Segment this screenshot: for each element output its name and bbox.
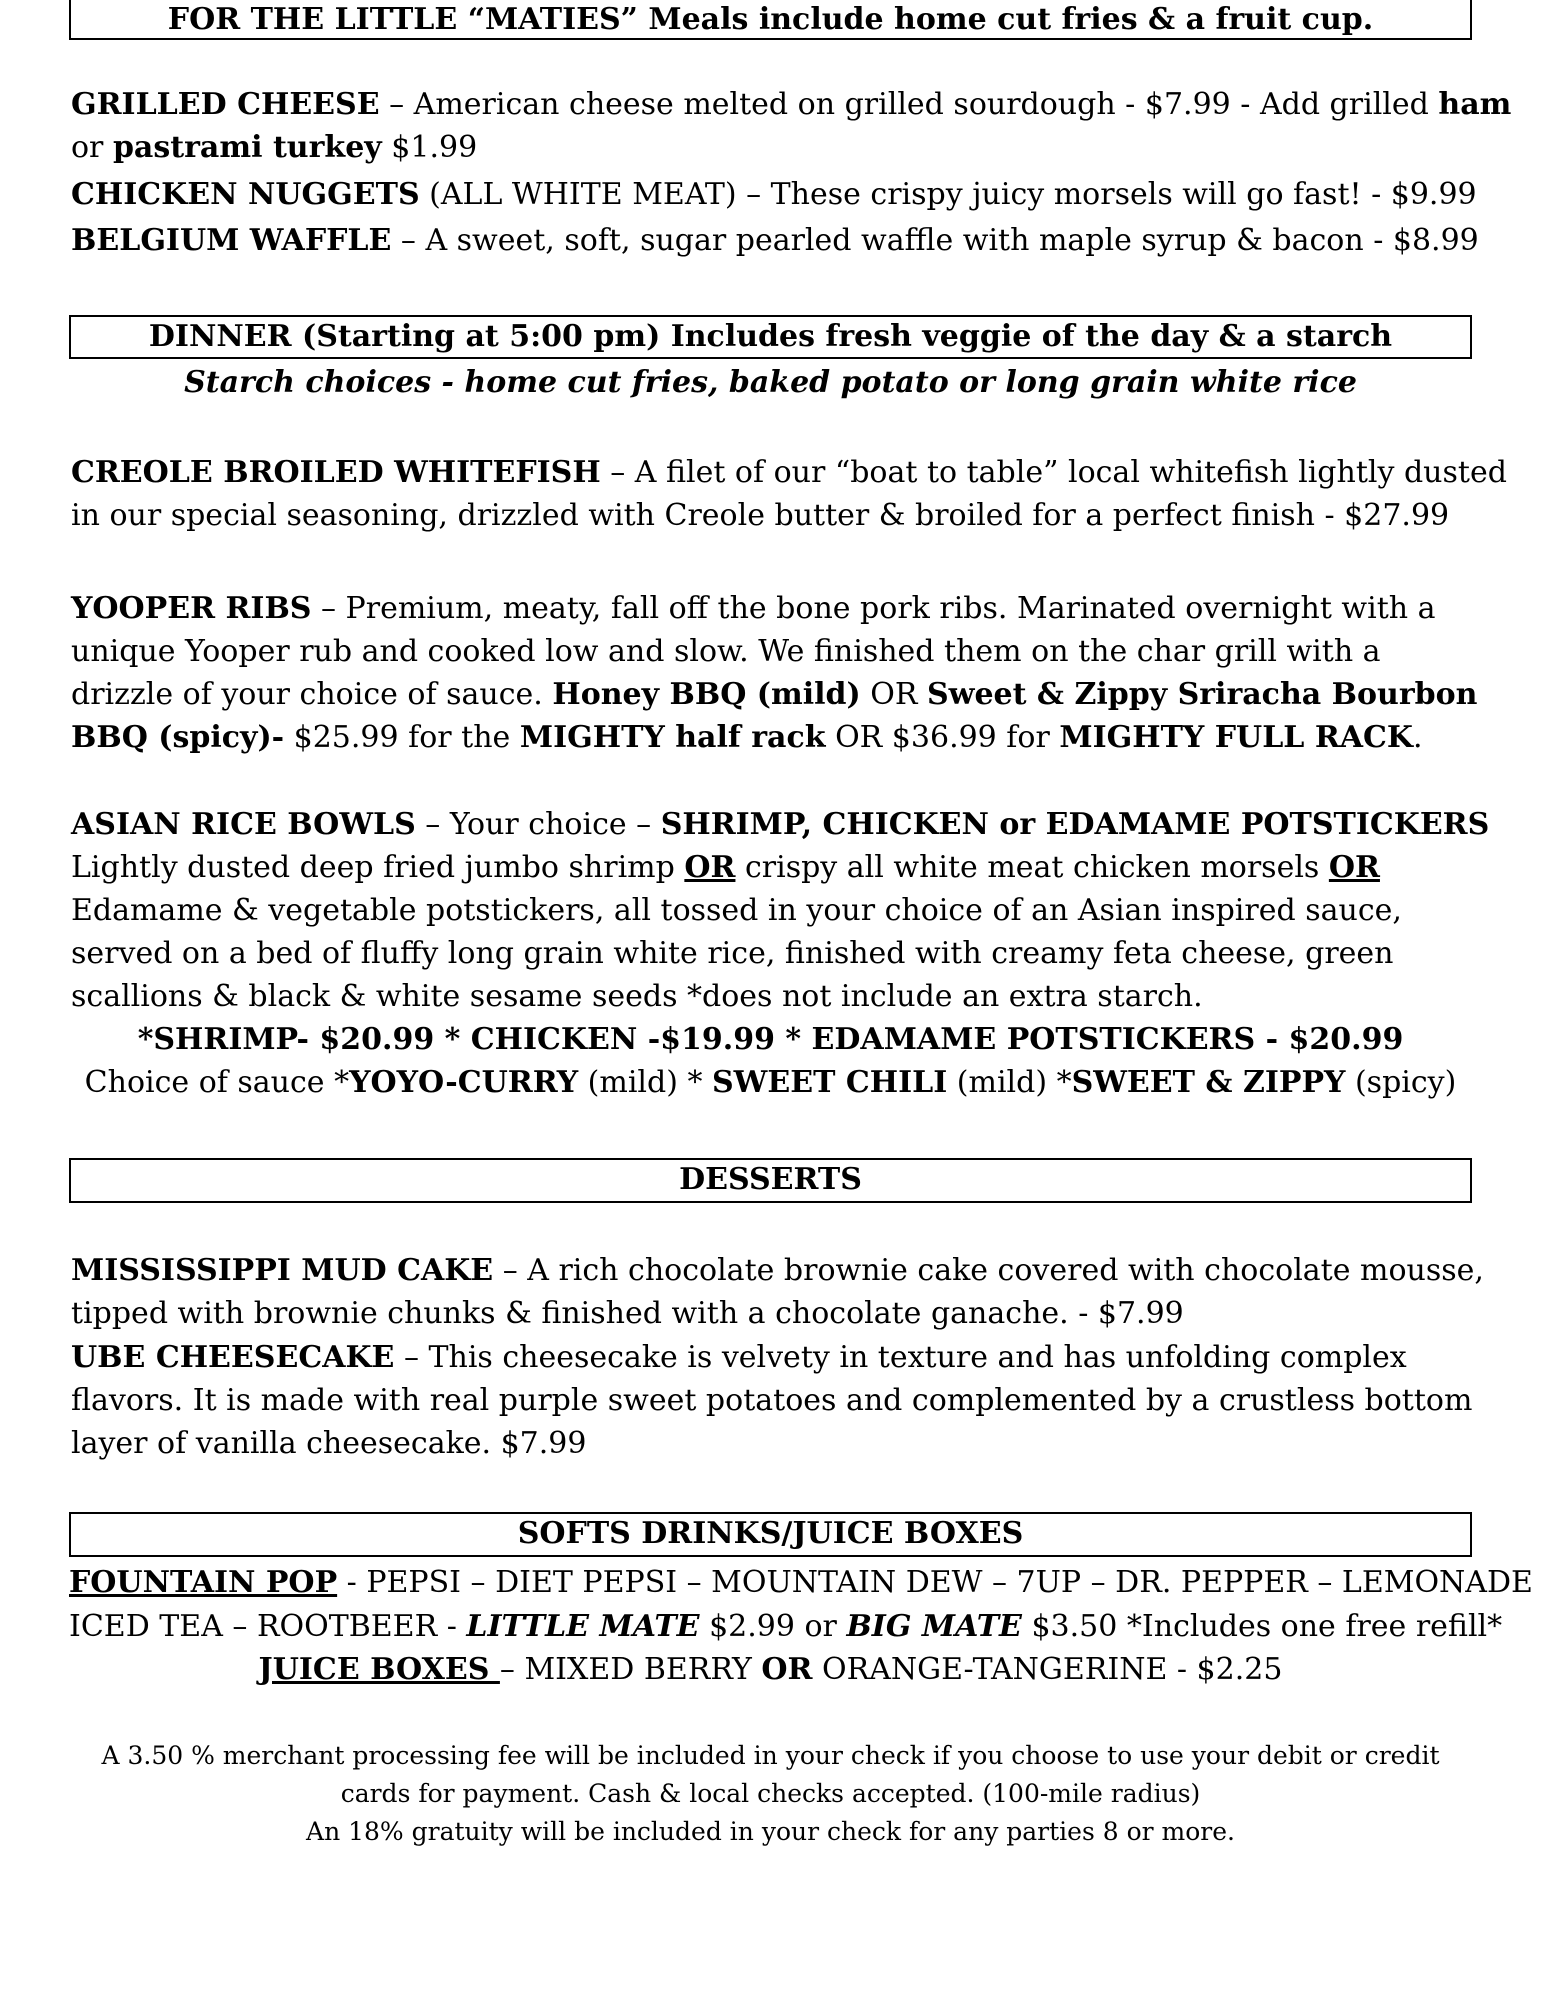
full-price: OR $36.99 for [825, 720, 1060, 755]
full-rack: MIGHTY FULL RACK [1059, 720, 1414, 755]
bowls-desc2b: crispy all white meat chicken morsels [735, 850, 1329, 885]
big-mate: BIG MATE [846, 1609, 1022, 1644]
nuggets-name: CHICKEN NUGGETS [71, 177, 420, 212]
grilled-cheese-line1 [71, 83, 1511, 126]
bowls-line2 [71, 846, 1380, 889]
footer-line1: A 3.50 % merchant processing fee will be included in your check if you choose to use your debit or credit [101, 1741, 1440, 1770]
drinks-line2 [69, 1605, 1503, 1648]
bbq-spicy: BBQ (spicy)- [71, 720, 285, 755]
sauce-spicy: (spicy) [1345, 1065, 1457, 1100]
bowls-sauces [69, 1061, 1472, 1104]
bowls-choice: – Your choice – [415, 807, 661, 842]
waffle-desc: – A sweet, soft, sugar pearled waffle with maple syrup & bacon - $8.99 [391, 223, 1479, 258]
ribs-desc1: – Premium, meaty, fall off the bone pork ribs. Marinated overnight with a [311, 591, 1436, 626]
mud-cake-line2: tipped with brownie chunks & finished with a chocolate ganache. - $7.99 [71, 1296, 1184, 1331]
little-mate: LITTLE MATE [466, 1609, 700, 1644]
mud-cake-name: MISSISSIPPI MUD CAKE [71, 1253, 494, 1288]
sauce-mild2: (mild) * [947, 1065, 1072, 1100]
ube-line2: flavors. It is made with real purple sweet potatoes and complemented by a crustless bottom [71, 1383, 1473, 1418]
drinks-header: SOFTS DRINKS/JUICE BOXES [69, 1512, 1472, 1557]
ribs-line4 [71, 716, 1423, 759]
honey-bbq: Honey BBQ (mild) [552, 677, 861, 712]
kids-header: FOR THE LITTLE “MATIES” Meals include home cut fries & a fruit cup. [69, 0, 1472, 40]
fountain-label: FOUNTAIN POP [69, 1565, 338, 1600]
period: . [1413, 720, 1423, 755]
nuggets-desc: (ALL WHITE MEAT) – These crispy juicy morsels will go fast! - $9.99 [419, 177, 1477, 212]
ribs-line2: unique Yooper rub and cooked low and slow. We finished them on the char grill with a [71, 634, 1381, 669]
bowls-line4: served on a bed of fluffy long grain white rice, finished with creamy feta cheese, green [71, 936, 1394, 971]
ribs-name: YOOPER RIBS [71, 591, 312, 626]
juice-label: JUICE BOXES [258, 1652, 500, 1687]
half-rack: MIGHTY half rack [519, 720, 826, 755]
whitefish-name: CREOLE BROILED WHITEFISH [71, 455, 601, 490]
juice-berry: – MIXED BERRY [499, 1652, 762, 1687]
mud-cake-desc1: – A rich chocolate brownie cake covered with chocolate mousse, [493, 1253, 1484, 1288]
starch-choices: Starch choices - home cut fries, baked potato or long grain white rice [184, 365, 1357, 400]
or-underlined: OR [1328, 850, 1380, 885]
or-underlined: OR [684, 850, 736, 885]
fountain-list: - PEPSI – DIET PEPSI – MOUNTAIN DEW – 7UP – DR. PEPPER – LEMONADE [337, 1565, 1533, 1600]
bowls-line3: Edamame & vegetable potstickers, all tossed in your choice of an Asian inspired sauce, [71, 893, 1402, 928]
bowls-line5: scallions & black & white sesame seeds *does not include an extra starch. [71, 979, 1203, 1014]
waffle-line [71, 219, 1479, 262]
juice-line [69, 1648, 1472, 1691]
mud-cake-line1 [71, 1249, 1484, 1292]
grilled-cheese-line2 [71, 126, 477, 169]
whitefish-line2: in our special seasoning, drizzled with Creole butter & broiled for a perfect finish - $27.99 [71, 498, 1450, 533]
sauce-label: Choice of sauce * [84, 1065, 350, 1100]
sauce-mild1: (mild) * [578, 1065, 712, 1100]
desserts-header: DESSERTS [69, 1158, 1472, 1203]
or-text: OR [860, 677, 927, 712]
waffle-name: BELGIUM WAFFLE [71, 223, 392, 258]
half-price: $25.99 for the [284, 720, 520, 755]
nuggets-line [71, 173, 1477, 216]
fountain-line [69, 1561, 1533, 1604]
bowls-desc2a: Lightly dusted deep fried jumbo shrimp [71, 850, 685, 885]
juice-or: OR [761, 1652, 813, 1687]
ribs-desc3: drizzle of your choice of sauce. [71, 677, 553, 712]
ube-line1 [71, 1336, 1407, 1379]
sriracha-bbq: Sweet & Zippy Sriracha Bourbon [926, 677, 1478, 712]
drinks-list2: ICED TEA – ROOTBEER - [69, 1609, 467, 1644]
ube-line3: layer of vanilla cheesecake. $7.99 [71, 1426, 587, 1461]
little-price: $2.99 or [699, 1609, 847, 1644]
grilled-cheese-desc: – American cheese melted on grilled sourdough - $7.99 - Add grilled [379, 87, 1439, 122]
ube-name: UBE CHEESECAKE [71, 1340, 395, 1375]
turkey-addon: pastrami turkey [112, 130, 382, 165]
footer-line3: An 18% gratuity will be included in your check for any parties 8 or more. [306, 1817, 1235, 1846]
sauce-chili: SWEET CHILI [712, 1065, 948, 1100]
whitefish-desc1: – A filet of our “boat to table” local whitefish lightly dusted [600, 455, 1507, 490]
whitefish-line1 [71, 451, 1507, 494]
juice-orange: ORANGE-TANGERINE - $2.25 [812, 1652, 1283, 1687]
big-price: $3.50 *Includes one free refill* [1021, 1609, 1503, 1644]
bowls-prices: *SHRIMP- $20.99 * CHICKEN -$19.99 * EDAMAME POTSTICKERS - $20.99 [137, 1022, 1404, 1057]
sauce-yoyo: YOYO-CURRY [349, 1065, 579, 1100]
or-text: or [71, 130, 113, 165]
ham-addon: ham [1438, 87, 1512, 122]
grilled-cheese-name: GRILLED CHEESE [71, 87, 380, 122]
bowls-line1 [71, 803, 1489, 846]
dinner-header: DINNER (Starting at 5:00 pm) Includes fresh veggie of the day & a starch [69, 315, 1472, 359]
ube-desc1: – This cheesecake is velvety in texture and has unfolding complex [394, 1340, 1407, 1375]
footer-line2: cards for payment. Cash & local checks accepted. (100-mile radius) [340, 1779, 1201, 1808]
ribs-line3 [71, 673, 1477, 716]
bowls-name: ASIAN RICE BOWLS [71, 807, 416, 842]
bowls-options: SHRIMP, CHICKEN or EDAMAME POTSTICKERS [660, 807, 1490, 842]
ribs-line1 [71, 587, 1436, 630]
sauce-zippy: SWEET & ZIPPY [1071, 1065, 1346, 1100]
addon-price: $1.99 [381, 130, 478, 165]
